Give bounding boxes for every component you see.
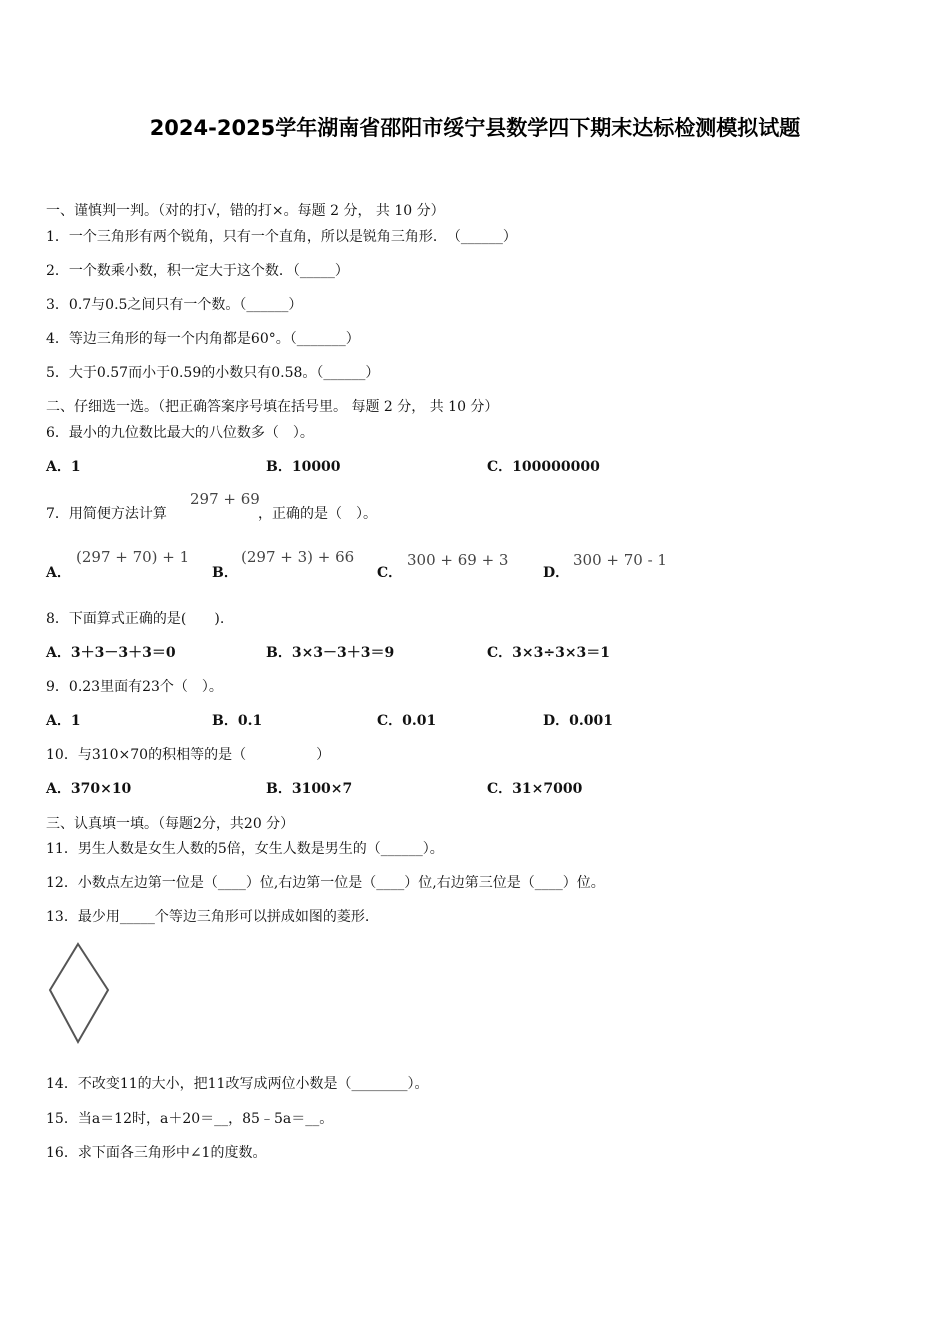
q9-option-b: B．0.1 — [212, 713, 263, 729]
question-2: 2．一个数乘小数，积一定大于这个数．（_____） — [46, 263, 349, 279]
q7-option-a-label: A． — [46, 565, 71, 581]
question-12: 12．小数点左边第一位是（____）位,右边第一位是（____）位,右边第三位是（____）位。 — [46, 875, 605, 891]
section-3-heading: 三、认真填一填。（每题2分，共20 分） — [46, 816, 295, 832]
q7-option-d-expr: 300 + 70 - 1 — [573, 551, 667, 569]
q10-option-c: C．31×7000 — [487, 781, 583, 797]
q9-option-a: A．1 — [46, 713, 81, 729]
q7-option-c-label: C． — [377, 565, 403, 581]
page-title: 2024-2025学年湖南省邵阳市绥宁县数学四下期末达标检测模拟试题 — [149, 116, 801, 140]
question-9: 9．0.23里面有23个（ ）。 — [46, 679, 223, 695]
question-4: 4．等边三角形的每一个内角都是60°。（_______） — [46, 331, 360, 347]
question-11: 11．男生人数是女生人数的5倍，女生人数是男生的（______）。 — [46, 841, 444, 857]
question-7-suffix: ，正确的是（ ）。 — [258, 506, 377, 522]
question-14: 14．不改变11的大小，把11改写成两位小数是（________）。 — [46, 1076, 429, 1092]
q6-option-c: C．100000000 — [487, 459, 600, 475]
q10-option-b: B．3100×7 — [266, 781, 353, 797]
q7-option-a-expr: (297 + 70) + 1 — [76, 548, 190, 566]
question-10: 10．与310×70的积相等的是（ ） — [46, 747, 331, 763]
q9-option-d: D．0.001 — [543, 713, 613, 729]
q8-option-c: C．3×3÷3×3＝1 — [487, 645, 611, 661]
question-3: 3．0.7与0.5之间只有一个数。（______） — [46, 297, 303, 313]
q6-option-b: B．10000 — [266, 459, 341, 475]
q8-option-a: A．3＋3－3＋3＝0 — [46, 645, 176, 661]
question-16: 16．求下面各三角形中∠1的度数。 — [46, 1145, 267, 1161]
q6-option-a: A．1 — [46, 459, 81, 475]
q9-option-c: C．0.01 — [377, 713, 437, 729]
q10-option-a: A．370×10 — [46, 781, 132, 797]
section-1-heading: 一、谨慎判一判。（对的打√，错的打×。每题 2 分， 共 10 分） — [46, 203, 445, 219]
q7-option-b-expr: (297 + 3) + 66 — [241, 548, 355, 566]
q7-option-d-label: D． — [543, 565, 570, 581]
rhombus-figure — [48, 942, 112, 1046]
q7-option-b-label: B． — [212, 565, 238, 581]
q7-option-c-expr: 300 + 69 + 3 — [407, 551, 509, 569]
question-15: 15．当a＝12时，a＋20＝__，85﹣5a＝__。 — [46, 1111, 334, 1127]
q7-expression: 297 + 69 — [190, 490, 260, 508]
question-5: 5．大于0.57而小于0.59的小数只有0.58。（______） — [46, 365, 380, 381]
question-1: 1．一个三角形有两个锐角，只有一个直角，所以是锐角三角形． （______） — [46, 229, 517, 245]
question-8: 8．下面算式正确的是( ). — [46, 611, 225, 627]
question-7-prefix: 7．用简便方法计算 — [46, 506, 167, 522]
question-6: 6．最小的九位数比最大的八位数多（ ）。 — [46, 425, 314, 441]
q8-option-b: B．3×3－3＋3＝9 — [266, 645, 395, 661]
section-2-heading: 二、仔细选一选。（把正确答案序号填在括号里。 每题 2 分， 共 10 分） — [46, 399, 499, 415]
question-13: 13．最少用_____个等边三角形可以拼成如图的菱形. — [46, 909, 370, 925]
